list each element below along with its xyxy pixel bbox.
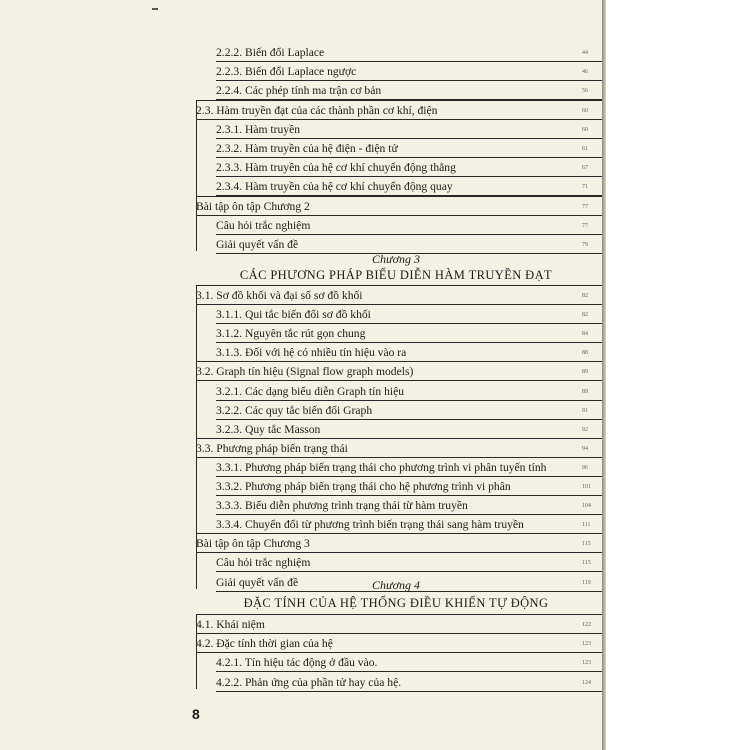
page-edge-shadow (602, 0, 606, 750)
toc-entry-label: 4.1. Khái niệm (196, 618, 265, 631)
toc-page-number: 67 (582, 165, 588, 172)
toc-entry-label: 2.2.4. Các phép tính ma trận cơ bản (216, 84, 382, 98)
toc-page-number: 96 (582, 464, 588, 471)
toc-page-number: 77 (582, 222, 588, 229)
toc-page-number: 60 (582, 107, 588, 114)
section-bracket (196, 285, 197, 361)
section-bracket (196, 196, 197, 252)
toc-entry-label: 3.3.1. Phương pháp biến trạng thái cho phương trình vi phân tuyến tính (216, 460, 547, 474)
toc-page-number: 124 (582, 679, 591, 686)
toc-page-number: 84 (582, 331, 588, 338)
section-bracket (196, 100, 197, 196)
page-number: 8 (192, 706, 200, 722)
toc-page-number: 123 (582, 641, 591, 648)
toc-entry-label: 3.2.1. Các dạng biểu diễn Graph tín hiệu (216, 384, 405, 398)
toc-page-number: 115 (582, 560, 591, 567)
toc-page-number: 56 (582, 88, 588, 95)
toc-page-number: 89 (582, 388, 588, 395)
toc-entry-label: 3.3.3. Biểu diễn phương trình trạng thái từ hàm truyền (216, 499, 468, 513)
toc-entry-label: 2.3.3. Hàm truyền của hệ cơ khí chuyển động thẳng (216, 161, 456, 175)
chapter-4-number: Chương 4 (372, 578, 420, 592)
toc-entry-label: 2.3.4. Hàm truyền của hệ cơ khí chuyển động quay (216, 180, 453, 194)
toc-page-number: 46 (582, 69, 588, 76)
toc-entry-label: 3.2.3. Quy tắc Masson (216, 422, 321, 436)
toc-page-number: 77 (582, 203, 588, 210)
toc-page-number: 101 (582, 484, 591, 490)
toc-page-number: 79 (582, 242, 588, 248)
toc-page-number: 115 (582, 541, 591, 548)
toc-entry-label: 3.1.1. Qui tắc biến đổi sơ đồ khối (216, 308, 371, 322)
toc-entry-label: Giải quyết vấn đề (216, 575, 299, 589)
toc-entry-label: 2.2.3. Biến đổi Laplace ngược (216, 65, 357, 79)
toc-subsection-row (0, 234, 602, 256)
toc-entry-label: 3.3. Phương pháp biến trạng thái (196, 441, 348, 455)
toc-entry-label: 2.2.2. Biến đổi Laplace (216, 46, 325, 59)
toc-entry-label: 2.3.1. Hàm truyền (216, 122, 301, 136)
toc-page-number: 111 (582, 522, 591, 529)
toc-page-number: 61 (582, 146, 588, 152)
toc-page-number: 44 (582, 50, 588, 56)
toc-entry-label: 4.2.1. Tín hiệu tác động ở đầu vào. (216, 656, 378, 670)
toc-page-number: 104 (582, 503, 591, 510)
toc-entry-label: 3.2.2. Các quy tắc biến đổi Graph (216, 403, 373, 417)
toc-entry-label: Bài tập ôn tập Chương 3 (196, 537, 310, 551)
toc-entry-label: 2.3. Hàm truyền đạt của các thành phần cơ khí, điện (196, 103, 438, 117)
section-bracket (196, 438, 197, 534)
section-bracket (196, 614, 197, 633)
toc-page-number: 119 (582, 579, 591, 586)
toc-subsection-row (0, 672, 602, 694)
toc-page-number: 94 (582, 445, 588, 452)
toc-entry-label: 3.1. Sơ đồ khối và đại số sơ đồ khối (196, 289, 363, 302)
toc-subsection-row (0, 572, 602, 594)
toc-page-number: 60 (582, 126, 588, 133)
toc-entry-label: 2.3.2. Hàm truyền của hệ điện - điện tử (216, 142, 398, 155)
toc-entry-label: 3.2. Graph tín hiệu (Signal flow graph models) (196, 365, 414, 379)
toc-page-number: 82 (582, 312, 588, 319)
toc-entry-label: 4.2.2. Phản ứng của phần tử hay của hệ. (216, 675, 402, 689)
toc-entry-label: Câu hỏi trắc nghiệm (216, 218, 311, 232)
toc-page-number: 71 (582, 184, 588, 191)
toc-page-number: 92 (582, 426, 588, 433)
chapter-4-title: ĐẶC TÍNH CỦA HỆ THỐNG ĐIỀU KHIỂN TỰ ĐỘNG (243, 596, 549, 610)
chapter-3-number: Chương 3 (372, 252, 420, 266)
toc-entry-label: 4.2. Đặc tính thời gian của hệ (196, 637, 333, 651)
toc-entry-label: 3.3.2. Phương pháp biến trạng thái cho hệ phương trình vi phân (216, 480, 511, 493)
toc-page-number: 88 (582, 350, 588, 357)
toc-entry-label: Bài tập ôn tập Chương 2 (196, 199, 310, 213)
toc-page-number: 122 (582, 622, 591, 628)
chapter-3-title: CÁC PHƯƠNG PHÁP BIỂU DIỄN HÀM TRUYỀN ĐẠT (239, 268, 553, 282)
toc-entry-label: Giải quyết vấn đề (216, 238, 299, 251)
toc-entry-label: 3.1.3. Đối với hệ có nhiều tín hiệu vào ra (216, 346, 407, 360)
toc-entry-label: Câu hỏi trắc nghiệm (216, 556, 311, 570)
section-bracket (196, 633, 197, 689)
toc-page-number: 91 (582, 407, 588, 414)
toc-entry-label: 3.3.4. Chuyển đổi từ phương trình biến trạng thái sang hàm truyền (216, 518, 524, 532)
toc-entry-label: 3.1.2. Nguyên tắc rút gọn chung (216, 327, 366, 341)
toc-page-number: 123 (582, 660, 591, 667)
toc-page-number: 82 (582, 293, 588, 299)
section-bracket (196, 533, 197, 588)
section-bracket (196, 361, 197, 437)
toc-page-number: 89 (582, 369, 588, 376)
